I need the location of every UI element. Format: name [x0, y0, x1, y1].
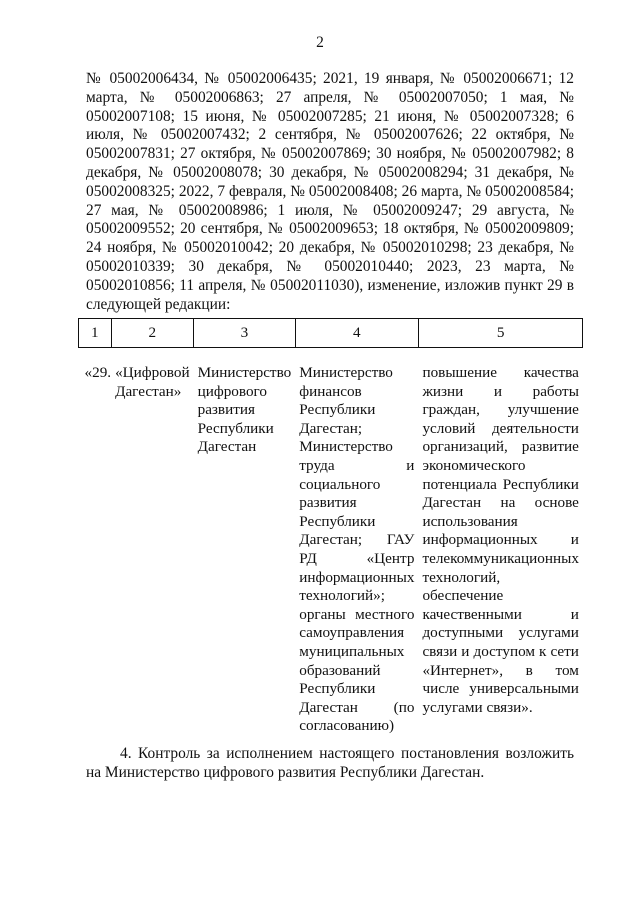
column-header: 2 [111, 319, 194, 348]
goal-cell: повышение качества жизни и работы граждан, улучшение условий деятельности организаций, развитие экономического потенциала Республики Дагестан на основе использования информационных и телекоммуникационных технологий, обеспечение качественными и доступными услугами связи и доступом к сети «Интернет», в том числе универсальными услугами связи». [422, 364, 579, 716]
column-header: 3 [194, 319, 296, 348]
closing-paragraph: 4. Контроль за исполнением настоящего постановления возложить на Министерство цифрового развития Республики Дагестан. [86, 745, 574, 781]
participants-cell: Министерство финансов Республики Дагестан; Министерство труда и социального развития Республики Дагестан; ГАУ РД «Центр информационных технологий»; органы местного самоуправления муниципальных образований Республики Дагестан (по согласованию) [299, 364, 415, 735]
amendment-table [78, 318, 583, 736]
item-number-cell: «29. [84, 364, 112, 381]
table-header-row [79, 319, 583, 348]
column-header: 1 [79, 319, 112, 348]
page-number: 2 [316, 34, 324, 51]
responsible-executor-cell: Министерство цифрового развития Республики Дагестан [197, 364, 292, 456]
table-row [79, 348, 583, 736]
column-header: 5 [418, 319, 582, 348]
project-name-cell: «Цифровой Дагестан» [115, 364, 190, 400]
intro-paragraph: № 05002006434, № 05002006435; 2021, 19 января, № 05002006671; 12 марта, № 05002006863; 27 апреля, № 05002007050; 1 мая, № 05002007108; 15 июня, № 05002007285; 21 июня, № 05002007328; 6 июля, № 05002007432; 2 сентября, № 05002007626; 22 октября, № 05002007831; 27 октября, № 05002007869; 30 ноября, № 05002007982; 8 декабря, № 05002008078; 30 декабря, № 05002008294; 31 декабря, № 05002008325; 2022, 7 февраля, № 05002008408; 26 марта, № 05002008584; 27 мая, № 05002008986; 1 июля, № 05002009247; 29 августа, № 05002009552; 20 сентября, № 05002009653; 18 октября, № 05002009809; 24 ноября, № 05002010042; 20 декабря, № 05002010298; 23 декабря, № 05002010339; 30 декабря, № 05002010440; 2023, 23 марта, № 05002010856; 11 апреля, № 05002011030), изменение, изложив пункт 29 в следующей редакции: [86, 70, 574, 313]
column-header: 4 [295, 319, 418, 348]
